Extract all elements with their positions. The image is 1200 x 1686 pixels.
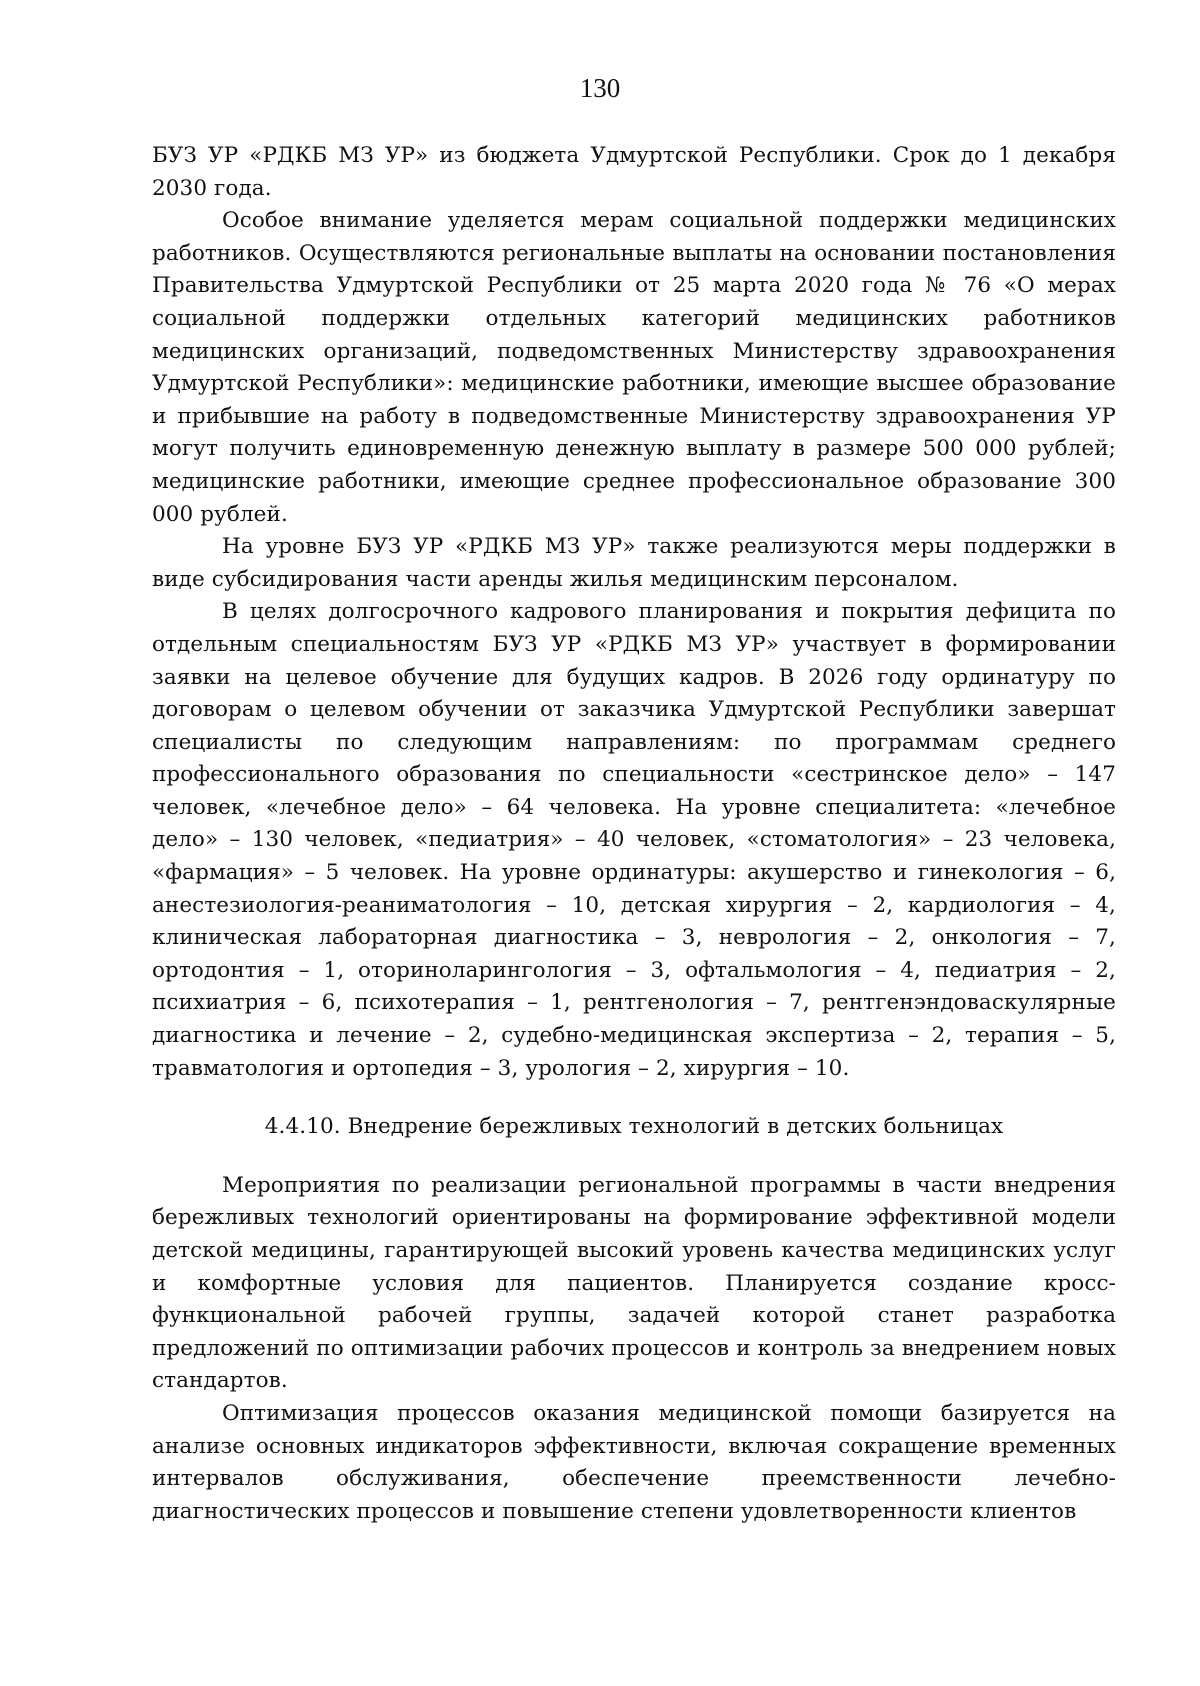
paragraph-targeted-training: В целях долгосрочного кадрового планирования и покрытия дефицита по отдельным специальностям БУЗ УР «РДКБ МЗ УР» участвует в формировании заявки на целевое обучение для будущих кадров. В 2026 году ординатуру по договорам о целевом обучении от заказчика Удмуртской Республики завершат специалисты по следующим направлениям: по программам среднего профессионального образования по специальности «сестринское дело» – 147 человек, «лечебное дело» – 64 человека. На уровне специалитета: «лечебное дело» – 130 человек, «педиатрия» – 40 человек, «стоматология» – 23 человека, «фармация» – 5 человек. На уровне ординатуры: акушерство и гинекология – 6, анестезиология-реаниматология – 10, детская хирургия – 2, кардиология – 4, клиническая лабораторная диагностика – 3, неврология – 2, онкология – 7, ортодонтия – 1, оториноларингология – 3, офтальмология – 4, педиатрия – 2, психиатрия – 6, психотерапия – 1, рентгенология – 7, рентгенэндоваскулярные диагностика и лечение – 2, судебно-медицинская экспертиза – 2, терапия – 5, травматология и ортопедия – 3, урология – 2, хирургия – 10.	[152, 599, 1116, 1081]
paragraph-lean-measures: Мероприятия по реализации региональной программы в части внедрения бережливых технологий ориентированы на формирование эффективной модели детской медицины, гарантирующей высокий уровень качества медицинских услуг и комфортные условия для пациентов. Планируется создание кросс-функциональной рабочей группы, задачей которой станет разработка предложений по оптимизации рабочих процессов и контроль за внедрением новых стандартов.	[152, 1172, 1116, 1394]
paragraph-housing-support: На уровне БУЗ УР «РДКБ МЗ УР» также реализуются меры поддержки в виде субсидирования части аренды жилья медицинским персоналом.	[152, 534, 1116, 592]
section-heading: 4.4.10. Внедрение бережливых технологий в детских больницах	[264, 1114, 1004, 1140]
paragraph-continuation: БУЗ УР «РДКБ МЗ УР» из бюджета Удмуртской Республики. Срок до 1 декабря 2030 года.	[152, 143, 1116, 201]
paragraph-social-support: Особое внимание уделяется мерам социальной поддержки медицинских работников. Осуществляются региональные выплаты на основании постановления Правительства Удмуртской Республики от 25 марта 2020 года № 76 «О мерах социальной поддержки отдельных категорий медицинских работников медицинских организаций, подведомственных Министерству здравоохранения Удмуртской Республики»: медицинские работники, имеющие высшее образование и прибывшие на работу в подведомственные Министерству здравоохранения УР могут получить единовременную денежную выплату в размере 500 000 рублей; медицинские работники, имеющие среднее профессиональное образование 300 000 рублей.	[152, 208, 1116, 527]
paragraph-process-optimization: Оптимизация процессов оказания медицинской помощи базируется на анализе основных индикаторов эффективности, включая сокращение временных интервалов обслуживания, обеспечение преемственности лечебно-диагностических процессов и повышение степени удовлетворенности клиентов	[152, 1400, 1116, 1524]
document-body	[152, 140, 1116, 1528]
page-number: 130	[579, 73, 621, 103]
